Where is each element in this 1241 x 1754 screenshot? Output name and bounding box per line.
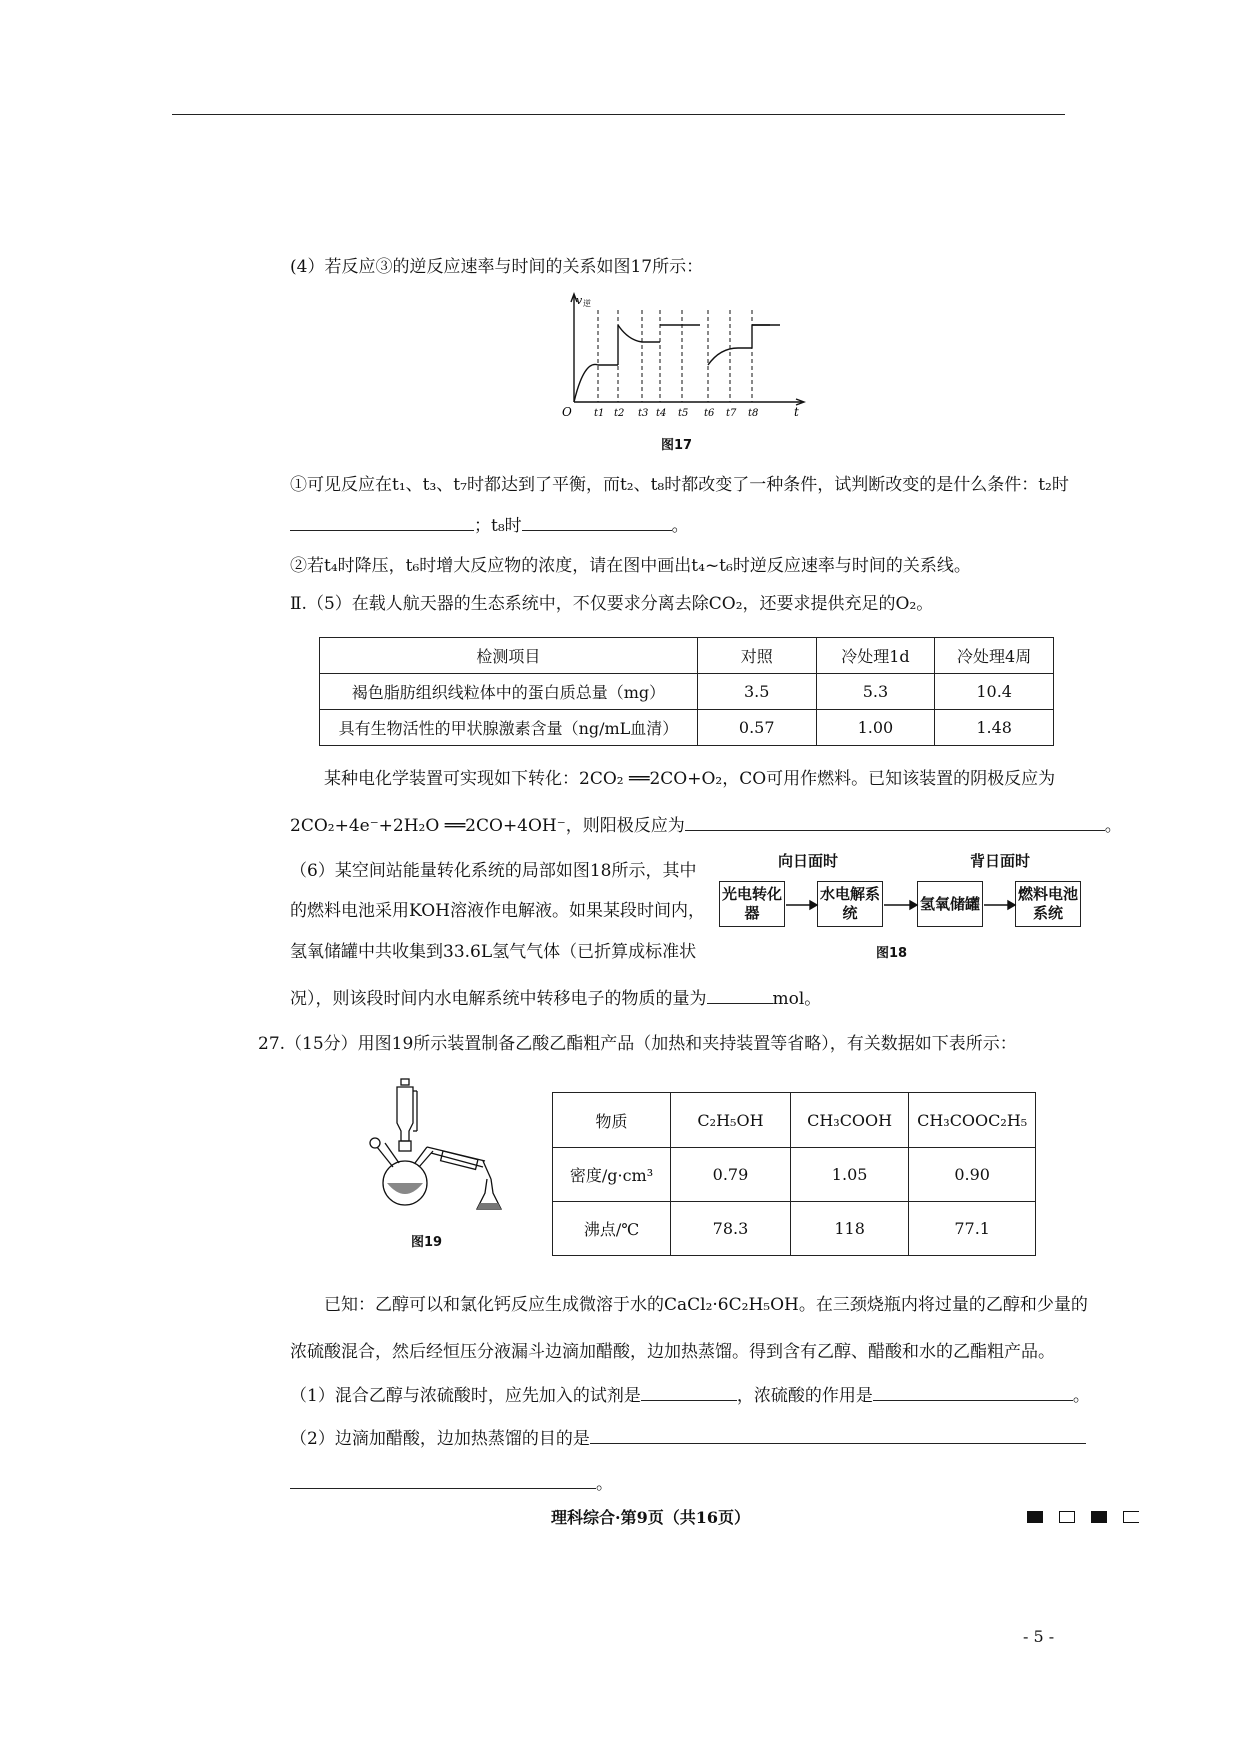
table-row: [320, 674, 1054, 710]
figure-18-caption: 图18: [876, 946, 908, 961]
table-cell: 沸点/℃: [553, 1202, 671, 1256]
answer-blank-t2[interactable]: [290, 514, 474, 531]
answer-blank-mol[interactable]: [707, 987, 773, 1004]
table-cell: 5.3: [816, 674, 935, 710]
q27-sub2-line2: 。: [290, 1472, 613, 1495]
q27-known2: 浓硫酸混合，然后经恒压分液漏斗边滴加醋酸，边加热蒸馏。得到含有乙醇、醋酸和水的乙酯粗产品。: [290, 1342, 1055, 1362]
footer-text: 理科综合·第9页（共16页）: [551, 1508, 750, 1527]
table-cell: 0.57: [697, 710, 816, 746]
table-cell: 1.05: [790, 1148, 908, 1202]
diagram-arrows: [719, 881, 1089, 929]
q5-header-item: 检测项目: [320, 638, 698, 674]
q5-para1: 某种电化学装置可实现如下转化：2CO₂ ══2CO+O₂，CO可用作燃料。已知该装置的阴极反应为: [324, 769, 1056, 789]
q5-header-cold1d: 冷处理1d: [816, 638, 935, 674]
table-cell: 118: [790, 1202, 908, 1256]
answer-blank-t8[interactable]: [522, 514, 672, 531]
q4-sub2: ②若t₄时降压，t₆时增大反应物的浓度，请在图中画出t₄~t₆时逆反应速率与时间的关系线。: [290, 556, 971, 576]
y-axis-sub: 逆: [583, 299, 591, 308]
answer-blank-purpose-cont[interactable]: [290, 1472, 596, 1489]
q5-header-control: 对照: [697, 638, 816, 674]
answer-blank-purpose[interactable]: [590, 1427, 1086, 1444]
tick-label: t3: [638, 408, 649, 419]
answer-blank-acid-role[interactable]: [873, 1384, 1073, 1401]
table-cell: 0.90: [909, 1148, 1036, 1202]
label-night-side: 背日面时: [970, 852, 1031, 870]
q6-line4: 况），则该段时间内水电解系统中转移电子的物质的量为 mol。: [290, 989, 822, 1009]
x-axis-label: t: [794, 405, 799, 419]
tick-label: t2: [614, 408, 625, 419]
tick-label: t6: [704, 408, 715, 419]
q27-header-acetic-acid: CH₃COOH: [790, 1093, 908, 1148]
figure-17-graph: [560, 290, 810, 425]
figure-19-caption: 图19: [411, 1235, 443, 1250]
q27-known1: 已知：乙醇可以和氯化钙反应生成微溶于水的CaCl₂·6C₂H₅OH。在三颈烧瓶内将过量的乙醇和少量的: [324, 1295, 1088, 1315]
table-row: [320, 710, 1054, 746]
outline-square-icon: [1123, 1511, 1139, 1523]
filled-square-icon: [1091, 1511, 1107, 1523]
label-day-side: 向日面时: [778, 852, 839, 870]
page-number: - 5 -: [1023, 1627, 1055, 1646]
origin-label: O: [562, 405, 572, 419]
table-row: [553, 1148, 1036, 1202]
q27-sub1: （1）混合乙醇与浓硫酸时，应先加入的试剂是 ，浓硫酸的作用是 。: [290, 1386, 1090, 1406]
q27-table: [552, 1092, 1036, 1256]
box-h2o2-tank: 氢氧储罐: [917, 881, 983, 927]
q5-header-cold4w: 冷处理4周: [935, 638, 1054, 674]
q4-intro: (4）若反应③的逆反应速率与时间的关系如图17所示：: [290, 257, 704, 277]
q5-intro: Ⅱ.（5）在载人航天器的生态系统中，不仅要求分离去除CO₂，还要求提供充足的O₂。: [290, 594, 934, 614]
answer-blank-anode[interactable]: [685, 814, 1105, 831]
answer-blank-reagent[interactable]: [641, 1384, 737, 1401]
q5-para2: 2CO₂+4e⁻+2H₂O ══2CO+4OH⁻，则阳极反应为 。: [290, 816, 1122, 836]
table-row: [553, 1202, 1036, 1256]
figure-17-caption: 图17: [661, 438, 693, 453]
q4-sub1: ①可见反应在t₁、t₃、t₇时都达到了平衡，而t₂、t₈时都改变了一种条件，试判断改变的是什么条件：t₂时: [290, 475, 1069, 495]
q27-intro: 27.（15分）用图19所示装置制备乙酸乙酯粗产品（加热和夹持装置等省略），有关数据如下表所示：: [258, 1034, 1017, 1054]
tick-label: t8: [748, 408, 759, 419]
box-fuel-cell: 燃料电池系统: [1015, 881, 1081, 927]
y-axis-label: v: [576, 294, 583, 307]
table-cell: 密度/g·cm³: [553, 1148, 671, 1202]
table-cell: 1.48: [935, 710, 1054, 746]
figure-19-apparatus: [355, 1075, 525, 1225]
table-cell: 褐色脂肪组织线粒体中的蛋白质总量（mg）: [320, 674, 698, 710]
q6-line1: （6）某空间站能量转化系统的局部如图18所示，其中: [290, 861, 697, 881]
q4-sub1-line2: ；t₈时 。: [290, 514, 689, 537]
top-rule: [172, 114, 1065, 115]
q27-header-ethyl-acetate: CH₃COOC₂H₅: [909, 1093, 1036, 1148]
q27-header-ethanol: C₂H₅OH: [671, 1093, 791, 1148]
q5-table: [319, 637, 1054, 746]
table-cell: 具有生物活性的甲状腺激素含量（ng/mL血清）: [320, 710, 698, 746]
q6-line2: 的燃料电池采用KOH溶液作电解液。如果某段时间内，: [290, 901, 706, 921]
outline-square-icon: [1059, 1511, 1075, 1523]
table-cell: 0.79: [671, 1148, 791, 1202]
table-cell: 1.00: [816, 710, 935, 746]
q27-sub2: （2）边滴加醋酸，边加热蒸馏的目的是: [290, 1427, 1086, 1450]
tick-label: t7: [726, 408, 737, 419]
table-cell: 78.3: [671, 1202, 791, 1256]
q27-header-substance: 物质: [553, 1093, 671, 1148]
filled-square-icon: [1027, 1511, 1043, 1523]
table-cell: 3.5: [697, 674, 816, 710]
q6-line3: 氢氧储罐中共收集到33.6L氢气气体（已折算成标准状: [290, 942, 697, 962]
box-photoelectric: 光电转化器: [719, 881, 785, 927]
tick-label: t5: [678, 408, 689, 419]
table-cell: 77.1: [909, 1202, 1036, 1256]
tick-label: t1: [594, 408, 605, 419]
table-cell: 10.4: [935, 674, 1054, 710]
box-water-electrolysis: 水电解系统: [817, 881, 883, 927]
tick-label: t4: [656, 408, 667, 419]
